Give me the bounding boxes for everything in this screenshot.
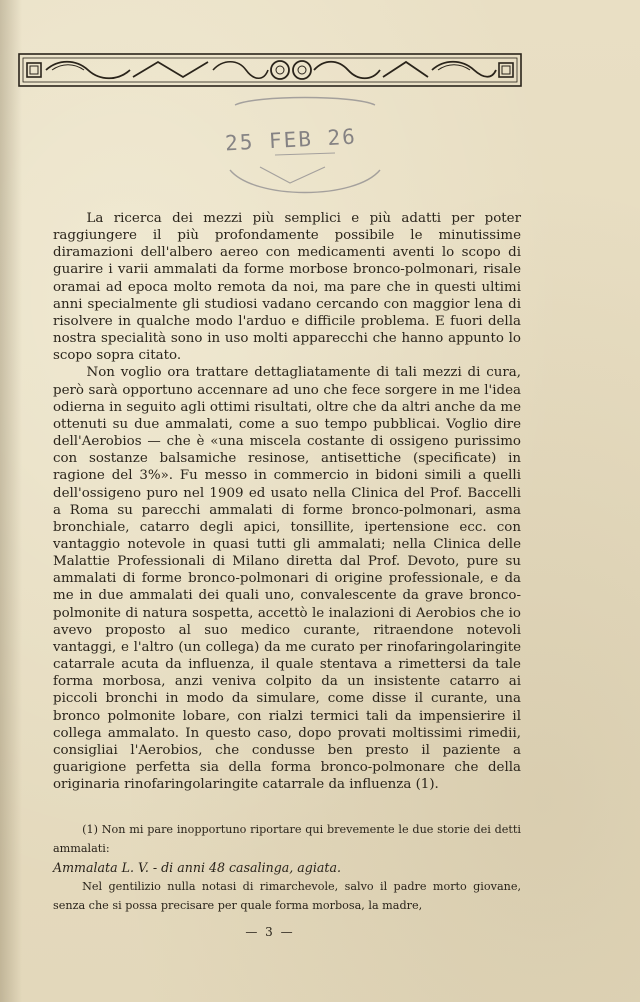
paragraph: La ricerca dei mezzi più semplici e più adatti per poter raggiungere il più profondamente possibile le minutissime diramazioni dell'albero aereo con medicamenti aventi lo scopo di guarire i varii ammalati da forme morbose bronco-polmonari, risale oramai ad epoca molto remota da noi, ma pare che in questi ultimi anni specialmente gli studiosi vadano cercando con maggior lena di risolvere in qualche modo l'arduo e difficile problema. E fuori della nostra specialità sono in uso molti apparecchi che hanno appunto lo scopo sopra citato. <box>53 211 521 364</box>
stamp-date: 25 FEB 26 <box>224 124 358 156</box>
case-title: Ammalata L. V. - di anni 48 casalinga, agiata. <box>53 860 341 875</box>
case-text: Nel gentilizio nulla notasi di rimarchevole, salvo il padre morto giovane, senza che si possa precisare per quale forma morbosa, la madre, <box>53 880 521 912</box>
footnotes <box>53 820 521 915</box>
main-text <box>53 210 521 793</box>
footnote-text: (1) Non mi pare inopportuno riportare qui brevemente le due storie dei detti ammalati: <box>53 823 521 855</box>
paragraph: Non voglio ora trattare dettagliatamente di tali mezzi di cura, però sarà opportuno accennare ad uno che fece sorgere in me l'idea odierna in seguito agli ottimi risultati, oltre che da altri anche da me ottenuti su due ammalati, come a suo tempo pubblicai. Voglio dire dell'Aerobios — che è «una miscela costante di ossigeno purissimo con sostanze balsamiche resinose, antisettiche (specificate) in ragione del 3%». Fu messo in commercio in bidoni simili a quelli dell'ossigeno puro nel 1909 ed usato nella Clinica del Prof. Baccelli a Roma su parecchi ammalati di forme bronco-polmonari, asma bronchiale, catarro degli apici, tonsillite, ipertensione ecc. con vantaggio notevole in quasi tutti gli ammalati; nella Clinica delle Malattie Professionali di Milano diretta dal Prof. Devoto, pure su ammalati di forme bronco-polmonari di origine professionale, e da me in due ammalati dei quali uno, convalescente da grave bronco-polmonite di natura sospetta, accettò le inalazioni di Aerobios che io avevo proposto al suo medico curante, ritraendone notevoli vantaggi, e l'altro (un collega) da me curato per rinofaringolaringite catarrale acuta da influenza, il quale stentava a rimettersi da tale forma morbosa, anzi veniva colpito da un insistente catarro ai piccoli bronchi in modo da simulare, come disse il curante, una bronco polmonite lobare, con rialzi termici tali da impensierire il collega ammalato. In questo caso, dopo provati moltissimi rimedii, consigliai l'Aerobios, che condusse ben presto il paziente a guarigione perfetta sia della forma bronco-polmonare che della originaria rinofaringolaringite catarrale da influenza (1). <box>53 365 521 793</box>
page-number: — 3 — <box>245 925 295 939</box>
decorative-header-border <box>18 53 522 87</box>
page-edge-shadow <box>0 0 22 1002</box>
